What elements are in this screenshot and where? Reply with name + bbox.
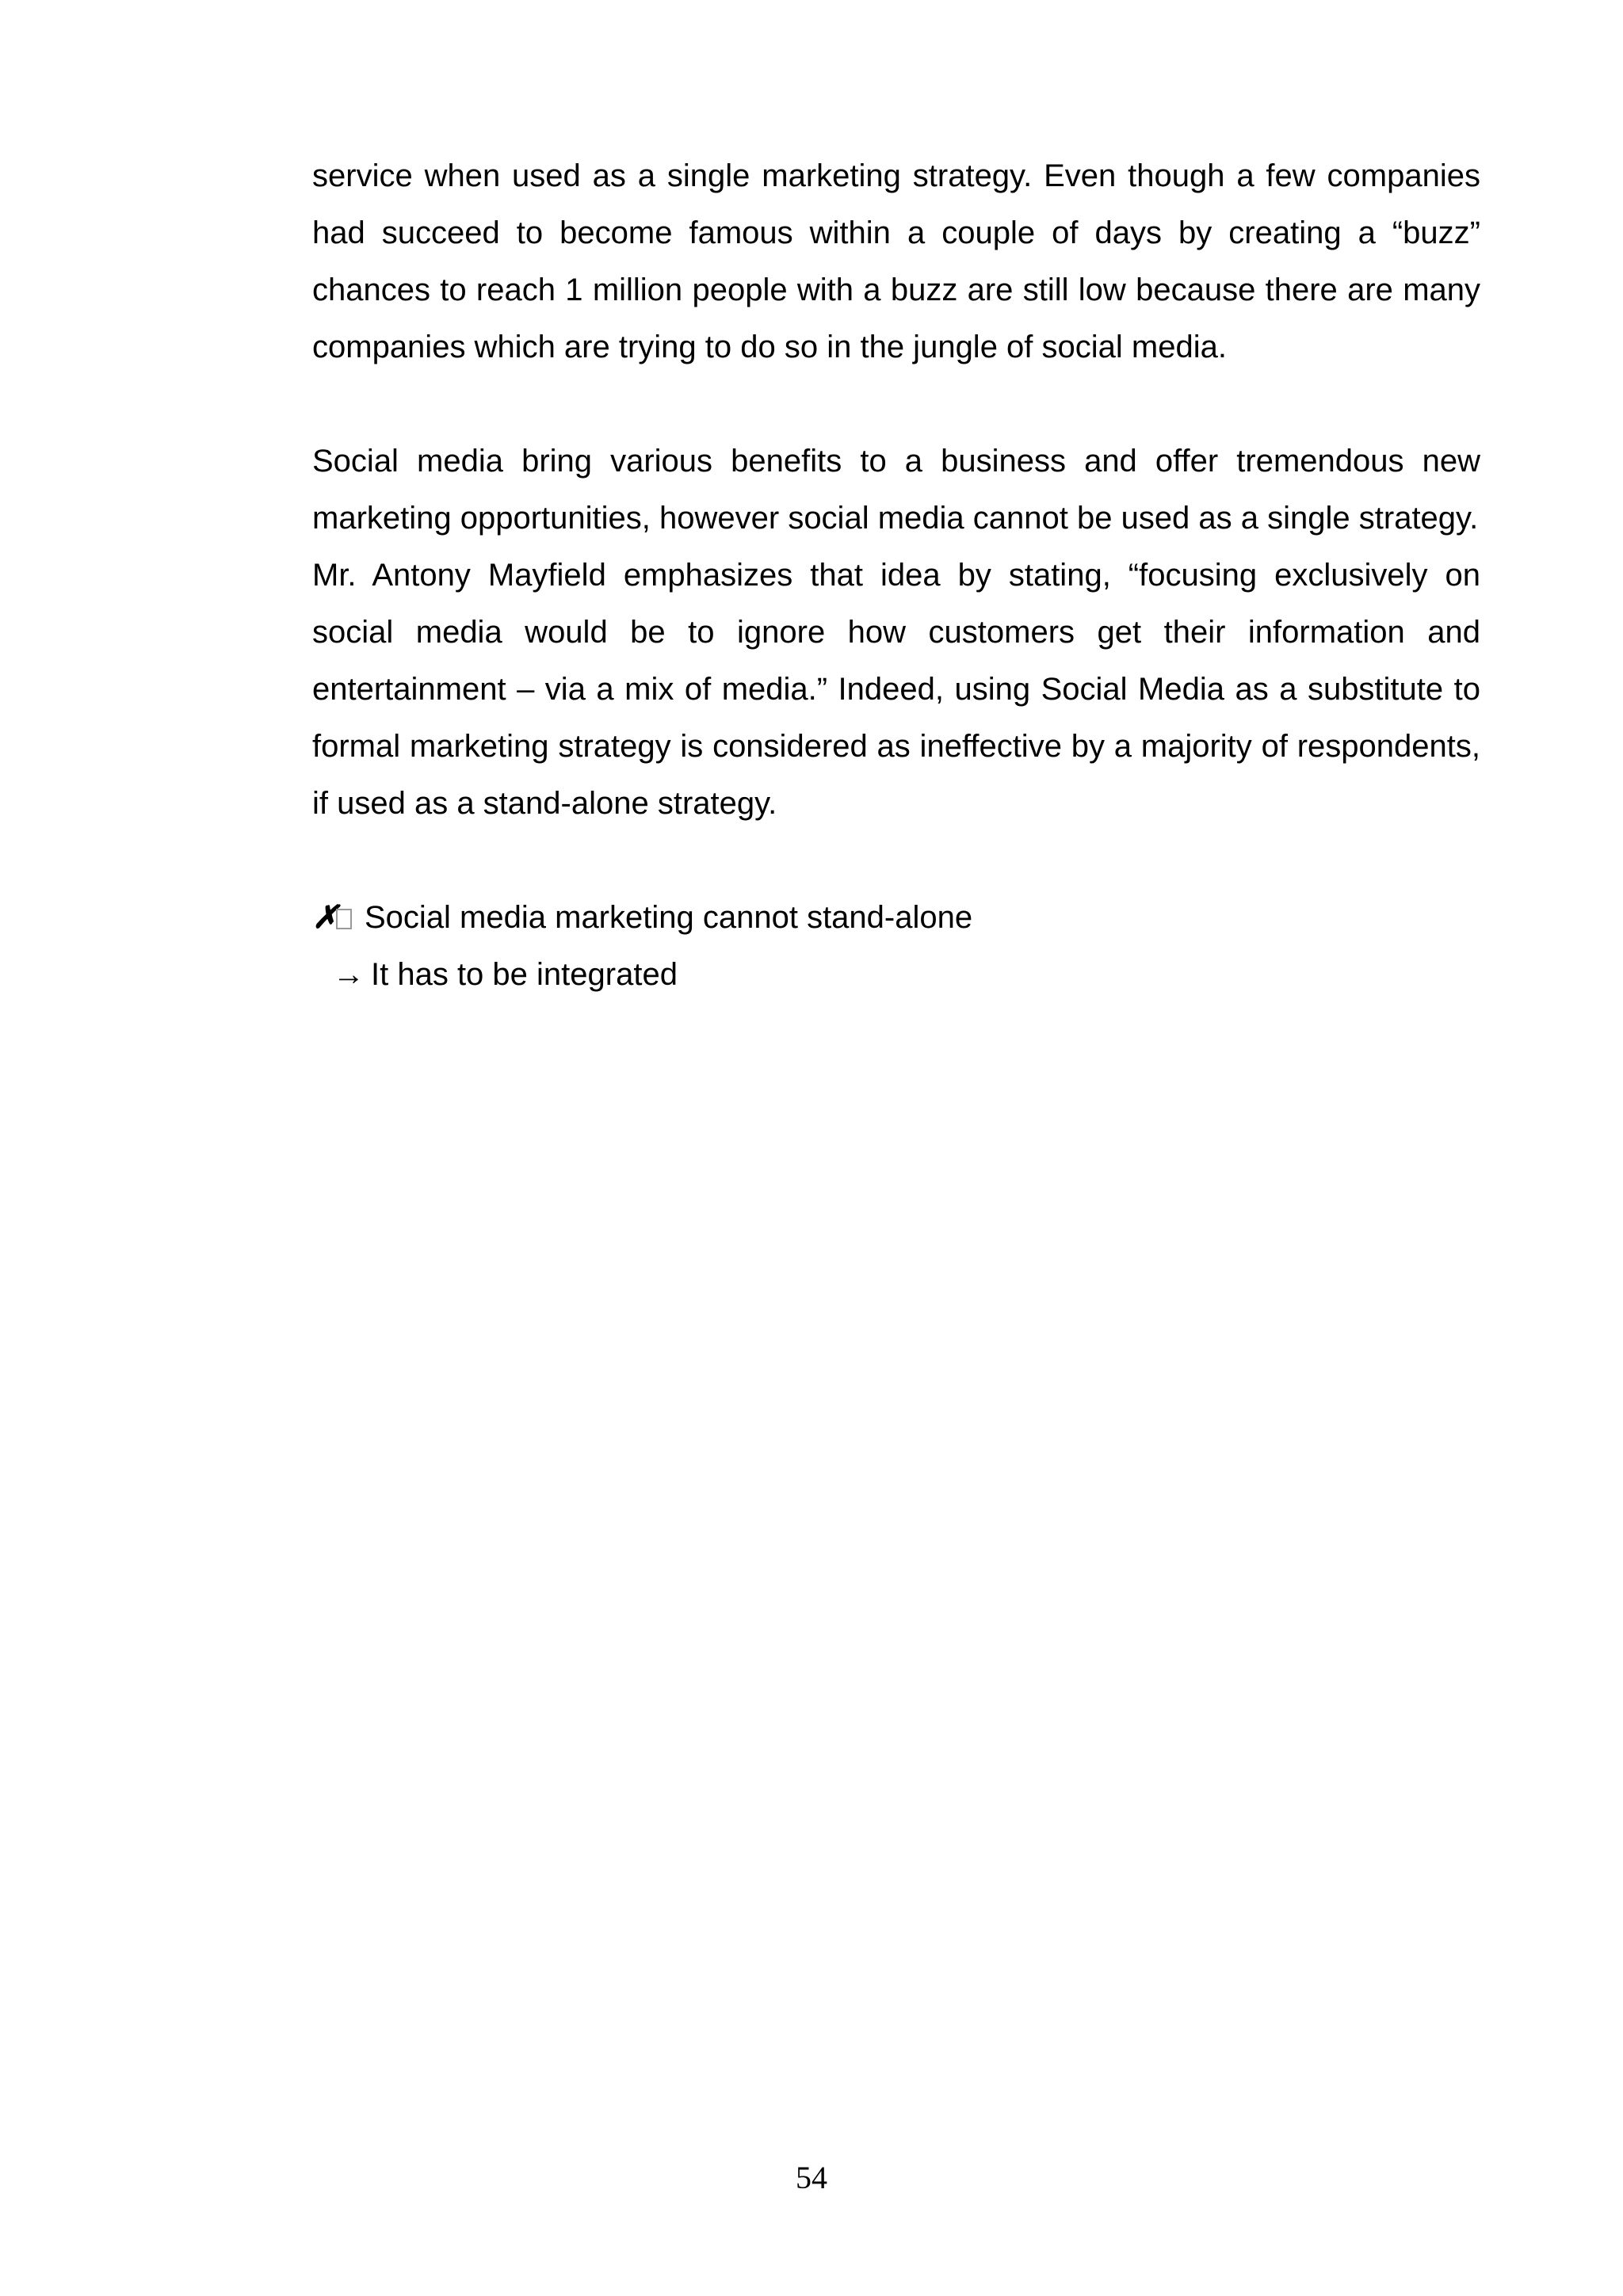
paragraph-2: Social media bring various benefits to a business and offer tremendous new marketing opportunities, however social media cannot be used as a single strategy. bbox=[312, 444, 1480, 536]
missing-glyph-box-icon bbox=[336, 909, 352, 929]
bullet-item bbox=[312, 889, 1480, 946]
bullet-text: Social media marketing cannot stand-alone bbox=[365, 900, 973, 935]
body-text bbox=[312, 147, 1480, 1003]
paragraph-gap bbox=[312, 376, 1480, 433]
arrow-text: It has to be integrated bbox=[371, 957, 678, 992]
paragraph-gap bbox=[312, 832, 1480, 889]
paragraph-1: service when used as a single marketing strategy. Even though a few companies had succeed to become famous within a couple of days by creating a “buzz” chances to reach 1 million people with a buzz are still low because there are many companies which are trying to do so in the jungle of social media. bbox=[312, 158, 1480, 364]
cross-mark-icon: ✗ bbox=[312, 900, 339, 935]
arrow-item bbox=[312, 946, 1480, 1003]
paragraph-3: Mr. Antony Mayfield emphasizes that idea by stating, “focusing exclusively on social media would be to ignore how customers get their information and entertainment – via a mix of media.” Indeed, using Social Media as a substitute to formal marketing strategy is considered as ineffective by a majority of respondents, if used as a stand-alone strategy. bbox=[312, 558, 1480, 821]
page-number: 54 bbox=[796, 2160, 827, 2195]
arrow-right-icon: → bbox=[333, 957, 365, 992]
